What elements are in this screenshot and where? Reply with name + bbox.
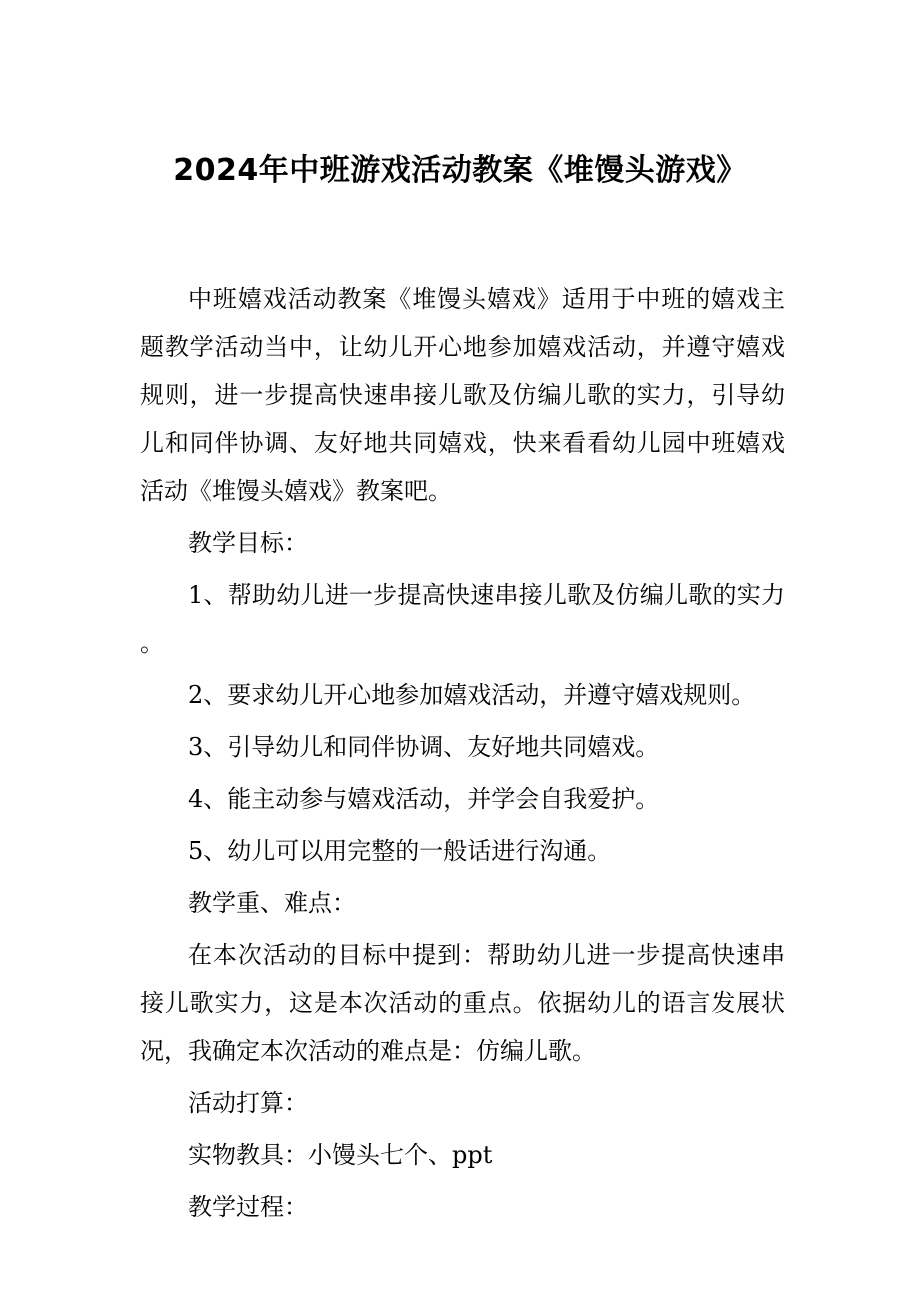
- key-points-heading: 教学重、难点：: [188, 889, 356, 917]
- objective-item: 3、引导幼儿和同伴协调、友好地共同嬉戏。: [188, 733, 660, 761]
- process-heading: 教学过程：: [188, 1193, 308, 1221]
- objective-item: 5、幼儿可以用完整的一般话进行沟通。: [188, 837, 612, 865]
- objective-item: 1、帮助幼儿进一步提高快速串接儿歌及仿编儿歌的实力。: [140, 581, 785, 657]
- document-body: [140, 275, 785, 1235]
- key-points-paragraph: 在本次活动的目标中提到：帮助幼儿进一步提高快速串接儿歌实力，这是本次活动的重点。依据幼儿的语言发展状况，我确定本次活动的难点是：仿编儿歌。: [140, 941, 785, 1065]
- objectives-heading: 教学目标：: [188, 529, 308, 557]
- objective-item: 2、要求幼儿开心地参加嬉戏活动，并遵守嬉戏规则。: [188, 681, 756, 709]
- document-title: 2024年中班游戏活动教案《堆馒头游戏》: [173, 153, 747, 188]
- teaching-aids-line: 实物教具：小馒头七个、ppt: [188, 1141, 493, 1169]
- intro-paragraph: 中班嬉戏活动教案《堆馒头嬉戏》适用于中班的嬉戏主题教学活动当中，让幼儿开心地参加嬉戏活动，并遵守嬉戏规则，进一步提高快速串接儿歌及仿编儿歌的实力，引导幼儿和同伴协调、友好地共同嬉戏，快来看看幼儿园中班嬉戏活动《堆馒头嬉戏》教案吧。: [140, 285, 785, 505]
- objective-item: 4、能主动参与嬉戏活动，并学会自我爱护。: [188, 785, 660, 813]
- preparation-heading: 活动打算：: [188, 1089, 308, 1117]
